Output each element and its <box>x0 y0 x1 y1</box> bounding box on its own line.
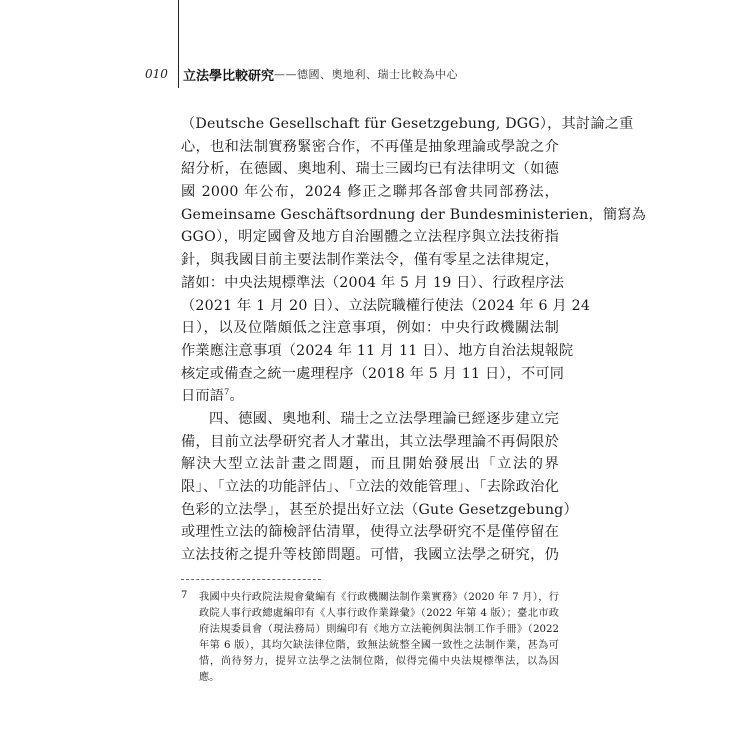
body-line: GGO），明定國會及地方自治團體之立法程序與立法技術指 <box>181 229 559 246</box>
body-line: 四、德國、奧地利、瑞士之立法學理論已經逐步建立完 <box>209 410 559 427</box>
footnote-divider <box>181 579 321 580</box>
body-line: 紹分析，在德國、奧地利、瑞士三國均已有法律明文（如德 <box>181 161 559 178</box>
footnote-text <box>199 590 559 686</box>
body-line: 諸如：中央法規標準法（2004 年 5 月 19 日）、行政程序法 <box>181 274 565 291</box>
page-number: 010 <box>145 67 168 81</box>
footnote-line: 政院人事行政總處編印有《人事行政作業錄彙》（2022 年第 4 版）；臺北市政 <box>199 608 559 619</box>
body-line: 作業應注意事項（2024 年 11 月 11 日）、地方自治法規報院 <box>181 342 574 359</box>
body-line: 針，與我國目前主要法制作業法令，僅有零星之法律規定， <box>181 252 559 269</box>
body-line: （Deutsche Gesellschaft für Gesetzgebung, DGG），其討論之重 <box>181 116 634 132</box>
body-line: 限」、「立法的功能評估」、「立法的效能管理」、「去除政治化 <box>181 479 559 495</box>
footnote-reference[interactable]: 7 <box>224 387 230 397</box>
footnote-line: 應。 <box>199 672 220 683</box>
body-line: 國 2000 年公布，2024 修正之聯邦各部會共同部務法， <box>181 184 559 201</box>
body-line: 色彩的立法學」，甚至於提出好立法（Gute Gesetzgebung） <box>181 501 578 518</box>
body-line: 解決大型立法計畫之問題，而且開始發展出「立法的界 <box>181 456 559 473</box>
footnote-line: 惜，尚待努力，提昇立法學之法制位階，似得完備中央法規標準法，以為因 <box>199 656 559 667</box>
body-line: Gemeinsame Geschäftsordnung der Bundesministerien，簡寫為 <box>181 206 647 223</box>
running-subtitle: ——德國、奧地利、瑞士比較為中心 <box>274 68 459 81</box>
body-text <box>181 113 647 567</box>
footnote-line: 我國中央行政院法規會彙編有《行政機關法制作業實務》（2020 年 7 月），行 <box>199 592 559 603</box>
body-line-text: 日而語 <box>181 388 225 405</box>
sentence-end: 。 <box>229 388 244 405</box>
running-header <box>145 64 458 84</box>
footnote <box>181 590 559 686</box>
footnote-line: 年第 6 版），其均欠缺法律位階，致無法統整全國一致性之法制作業，甚為可 <box>199 640 559 651</box>
body-line: 核定或備查之統一處理程序（2018 年 5 月 11 日），不可同 <box>181 365 565 382</box>
footnote-line: 府法規委員會（現法務局）則編印有《地方立法範例與法制工作手冊》（2022 <box>199 624 559 635</box>
footnote-marker: 7 <box>181 590 188 601</box>
body-line: 日），以及位階頗低之注意事項，例如：中央行政機關法制 <box>181 320 559 337</box>
body-line: 立法技術之提升等枝節問題。可惜，我國立法學之研究，仍 <box>181 547 559 564</box>
body-line: 備，目前立法學研究者人才輩出，其立法學理論不再侷限於 <box>181 433 559 450</box>
body-line: （2021 年 1 月 20 日）、立法院職權行使法（2024 年 6 月 24 <box>181 297 591 314</box>
body-line-with-footnote <box>181 385 559 408</box>
running-title: 立法學比較研究 <box>183 68 275 84</box>
body-line: 心，也和法制實務緊密合作，不再僅是抽象理論或學說之介 <box>181 138 559 155</box>
body-line: 或理性立法的篩檢評估清單，使得立法學研究不是僅停留在 <box>181 524 559 541</box>
